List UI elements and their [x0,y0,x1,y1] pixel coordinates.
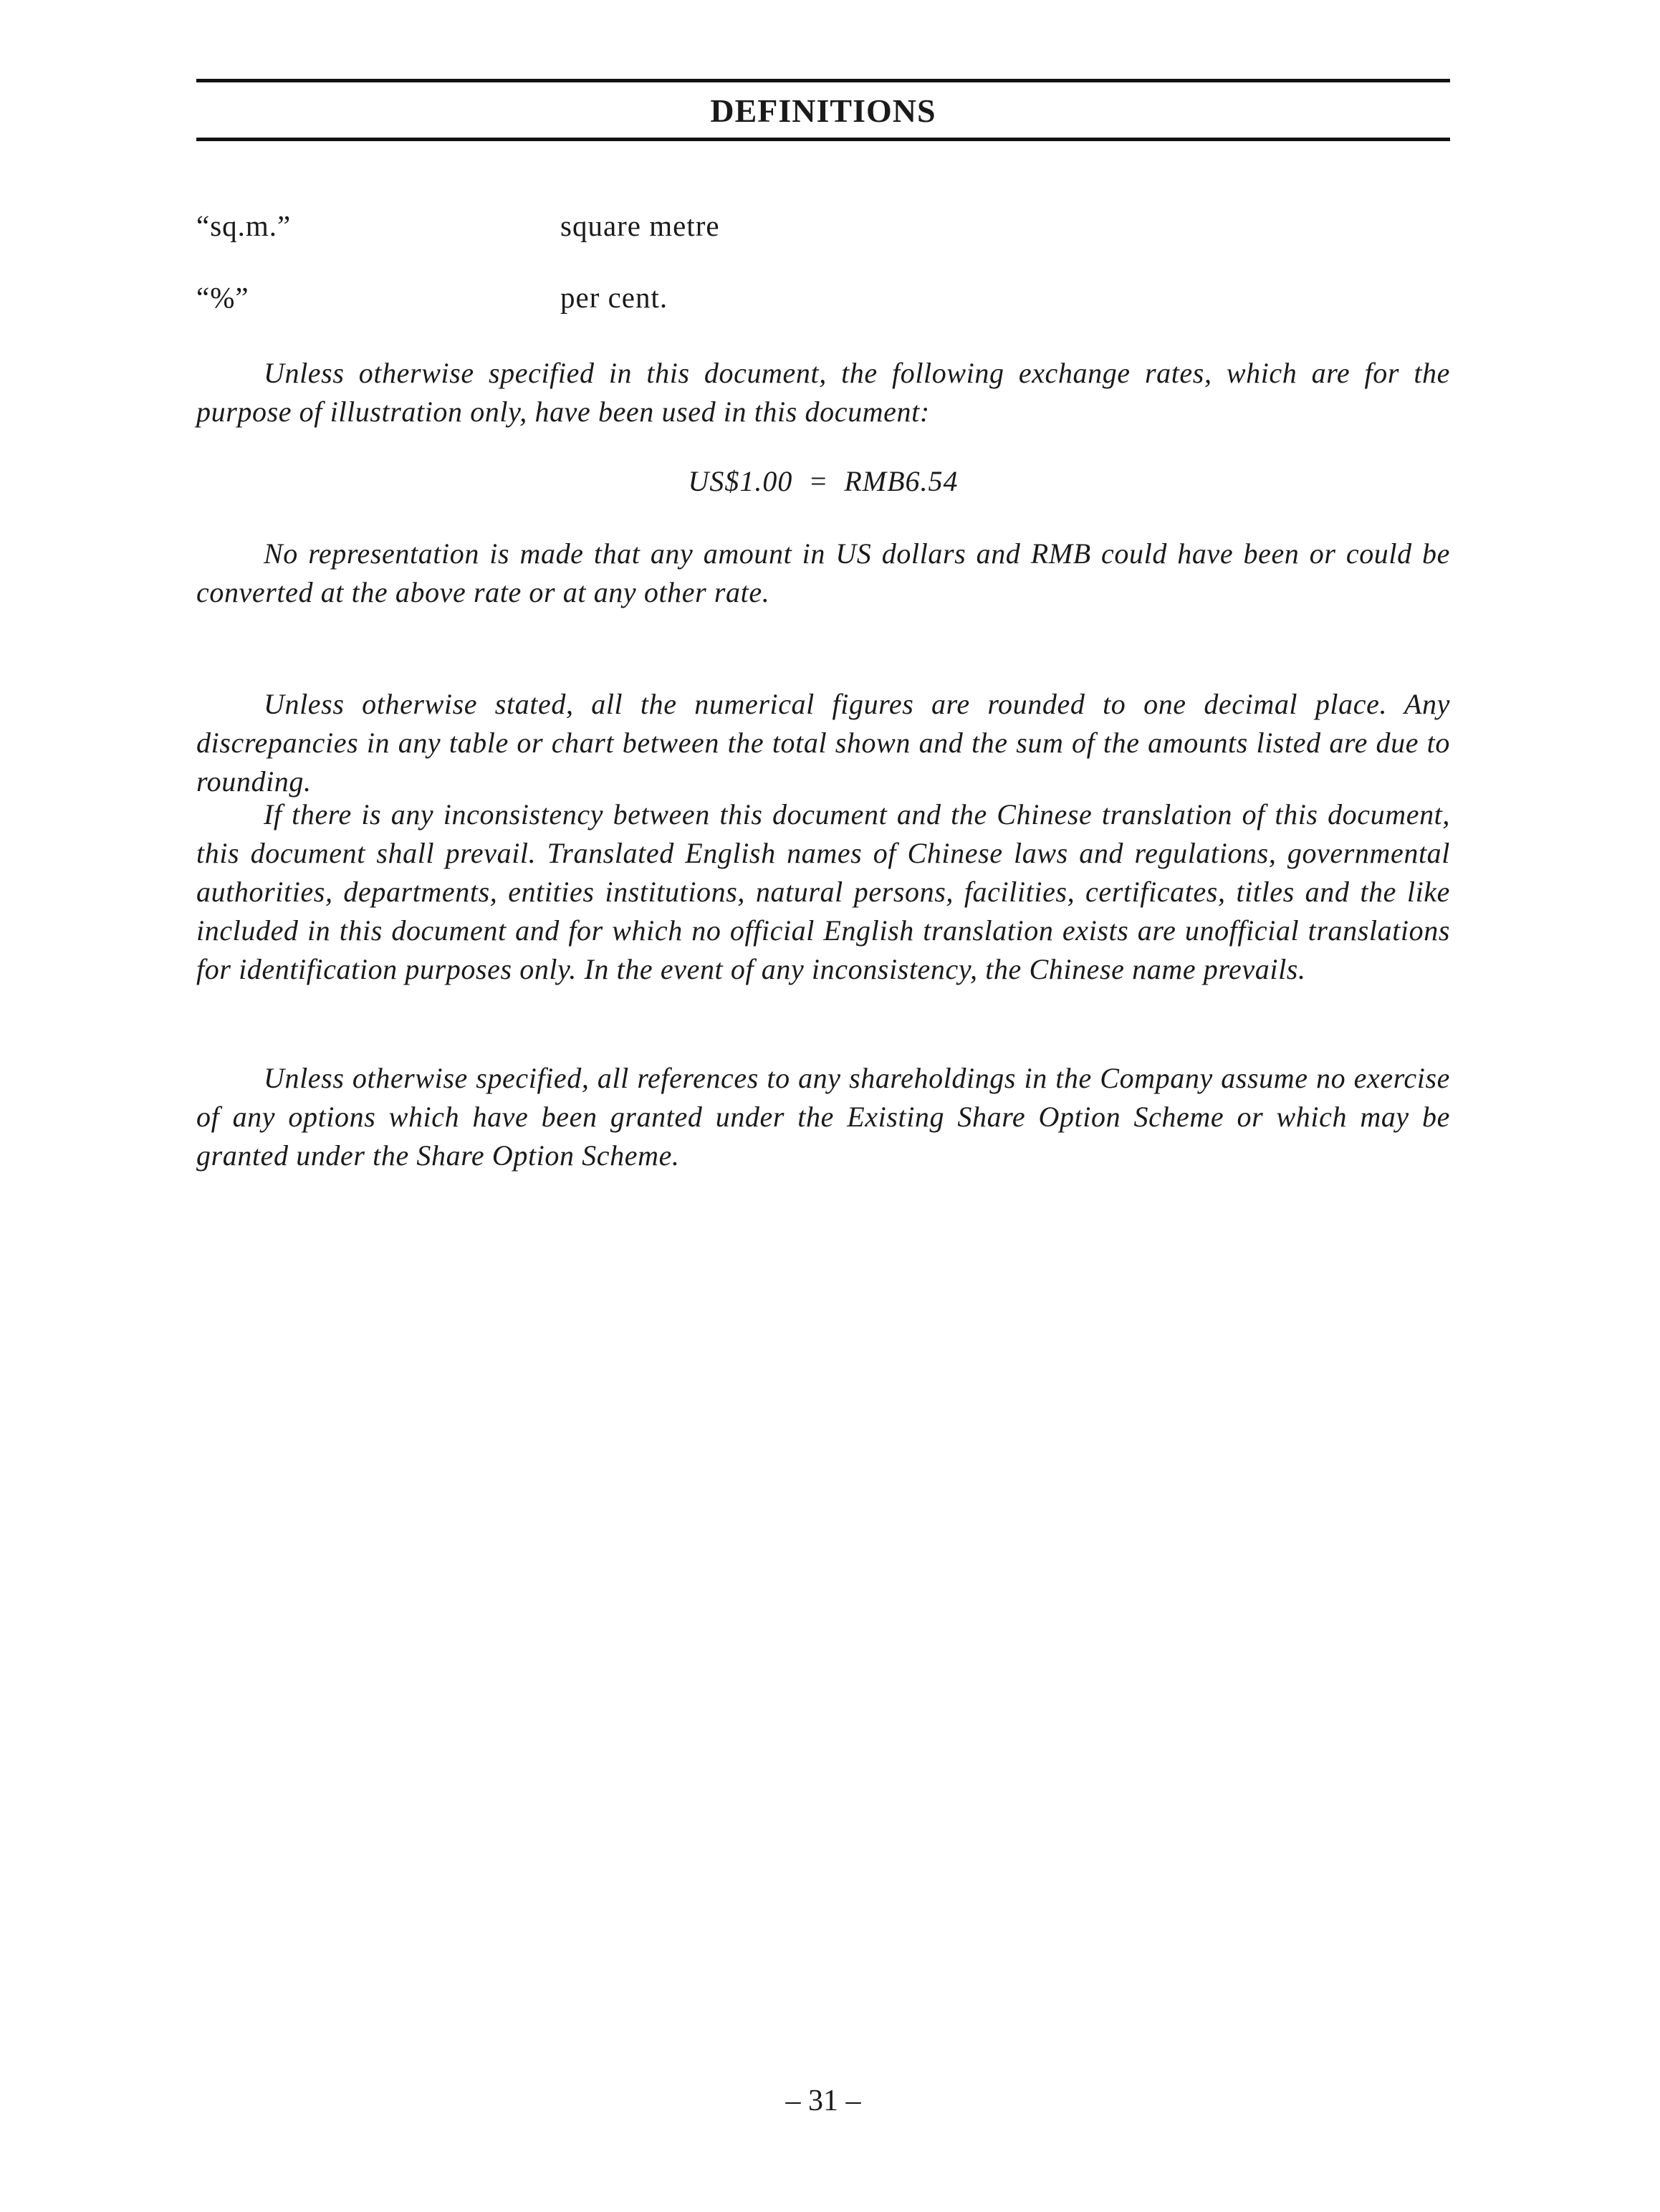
definition-term: “sq.m.” [196,209,292,242]
representation-paragraph: No representation is made that any amount in US dollars and RMB could have been or could be converted at the above rate or at any other rate. [196,537,1450,608]
document-page [196,0,1450,2212]
header-rule-bottom [196,138,1450,141]
translation-paragraph: If there is any inconsistency between this document and the Chinese translation of this document, this document shall prevail. Translated English names of Chinese laws and regulations, governmental authorities, departments, entities institutions, natural persons, facilities, certificates, titles and the like included in this document and for which no official English translation exists are unofficial translations for identification purposes only. In the event of any inconsistency, the Chinese name prevails. [196,798,1450,985]
definition-term: “%” [196,281,249,314]
definition-meaning: per cent. [560,281,668,314]
rounding-paragraph: Unless otherwise stated, all the numerical figures are rounded to one decimal place. Any discrepancies in any table or chart between the total shown and the sum of the amounts listed are due to rounding. [196,688,1450,798]
shareholdings-paragraph: Unless otherwise specified, all references to any shareholdings in the Company assume no exercise of any options which have been granted under the Existing Share Option Scheme or which may be granted under the Share Option Scheme. [196,1062,1450,1172]
definition-meaning: square metre [560,209,720,242]
page-number: – 31 – [785,2084,861,2117]
header-rule-top [196,79,1450,82]
exchange-rate-line: US$1.00 = RMB6.54 [688,465,959,497]
exchange-rate-intro-paragraph: Unless otherwise specified in this document, the following exchange rates, which are for the purpose of illustration only, have been used in this document: [196,357,1450,428]
page-title: DEFINITIONS [710,92,936,129]
